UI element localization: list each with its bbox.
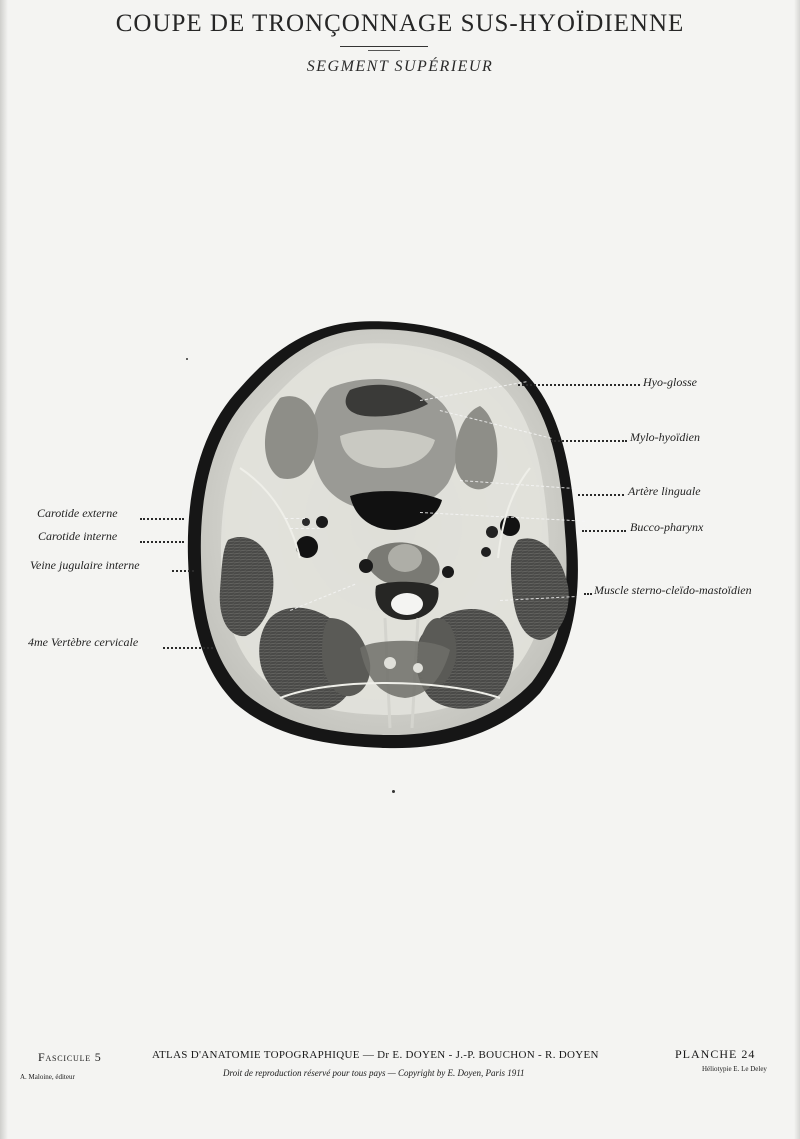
dot-leader [582,530,626,532]
footer-copyright: Droit de reproduction réservé pour tous pays — Copyright by E. Doyen, Paris 1911 [223,1068,525,1078]
dot-leader [518,384,640,386]
footer-fascicule: Fascicule 5 [38,1050,102,1064]
label-mylo-hyoidien: Mylo-hyoïdien [630,430,700,444]
page-edge [794,0,800,1139]
plate-subtitle: SEGMENT SUPÉRIEUR [306,58,494,75]
label-carotide-interne: Carotide interne [38,529,118,543]
label-sterno-cleido-mastoidien: Muscle sterno-cleïdo-mastoïdien [594,583,752,597]
cross-section-image [180,318,590,750]
label-artere-linguale: Artère linguale [628,484,701,498]
dot-leader [551,440,627,442]
dot-leader [172,570,194,572]
dot-leader [163,647,213,649]
footer-heliotype: Héliotypie E. Le Deley [702,1065,767,1073]
plate-title: COUPE DE TRONÇONNAGE SUS-HYOÏDIENNE [115,10,685,37]
dot-leader [140,541,184,543]
page-edge [0,0,8,1139]
label-bucco-pharynx: Bucco-pharynx [630,520,704,534]
leader-line [285,518,305,519]
label-carotide-externe: Carotide externe [37,506,118,520]
dot-leader [584,593,592,595]
label-hyo-glosse: Hyo-glosse [643,375,697,389]
print-speck [186,358,188,360]
dot-leader [578,494,624,496]
title-rule [340,46,428,47]
title-rule [368,50,400,51]
footer-atlas-title: ATLAS D'ANATOMIE TOPOGRAPHIQUE — Dr E. DOYEN - J.-P. BOUCHON - R. DOYEN [152,1049,599,1061]
leader-line [290,528,320,529]
print-speck [392,790,395,793]
label-veine-jugulaire-interne: Veine jugulaire interne [30,558,140,572]
dot-leader [140,518,184,520]
footer-editor: A. Maloine, éditeur [20,1073,75,1081]
footer-planche: PLANCHE 24 [675,1047,756,1061]
label-vertebre-cervicale: 4me Vertèbre cervicale [28,635,139,649]
